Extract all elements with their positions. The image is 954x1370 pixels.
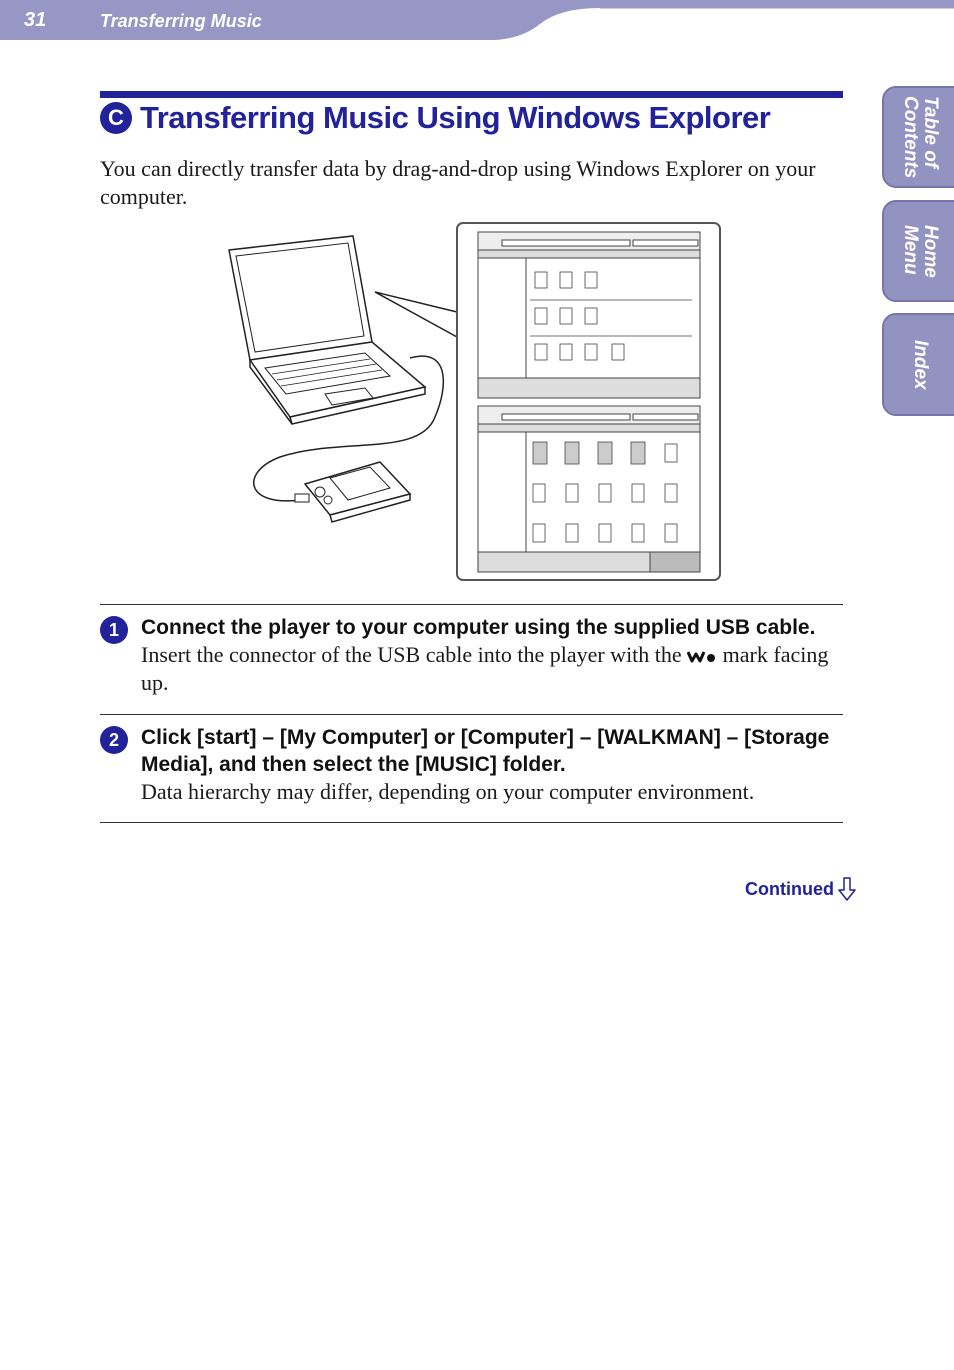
down-arrow-icon — [838, 877, 856, 901]
header-title: Transferring Music — [100, 11, 262, 31]
page-number: 31 — [24, 9, 47, 31]
step-1-rule — [100, 604, 843, 605]
intro-text: You can directly transfer data by drag-and-drop using Windows Explorer on your computer. — [100, 156, 816, 209]
page-header — [0, 0, 954, 40]
continued-link[interactable] — [745, 877, 856, 901]
step-1-body — [141, 641, 843, 697]
step-2-rule — [100, 714, 843, 715]
section-title — [100, 100, 770, 136]
step-2 — [100, 724, 843, 806]
continued-label: Continued — [745, 878, 834, 899]
step-1-number: 1 — [100, 616, 128, 644]
walkman-logo-icon — [687, 649, 717, 663]
step-1 — [100, 614, 843, 697]
step-2-body: Data hierarchy may differ, depending on your computer environment. — [141, 779, 755, 804]
tab-home-menu[interactable] — [882, 200, 954, 302]
title-rule — [100, 91, 843, 98]
tab-table-of-contents-label: Table of Contents — [900, 95, 941, 179]
step-2-number: 2 — [100, 726, 128, 754]
laptop-explorer-illustration — [220, 222, 722, 584]
tab-index-label: Index — [910, 339, 931, 390]
step-2-heading: Click [start] – [My Computer] or [Computer] – [WALKMAN] – [Storage Media], and then select the [MUSIC] folder. — [141, 726, 830, 776]
step-1-body-text-before: Insert the connector of the USB cable into the player with the — [141, 642, 688, 667]
tab-home-menu-label: Home Menu — [900, 224, 941, 278]
page-title: Transferring Music Using Windows Explorer — [140, 100, 771, 135]
step-1-heading: Connect the player to your computer using the supplied USB cable. — [141, 616, 816, 639]
section-badge: C — [100, 102, 132, 134]
tab-index[interactable] — [882, 313, 954, 416]
tab-table-of-contents[interactable] — [882, 86, 954, 188]
steps-end-rule — [100, 822, 843, 823]
illustration — [220, 222, 722, 589]
step-1-body-text-after: mark facing up. — [141, 642, 829, 695]
